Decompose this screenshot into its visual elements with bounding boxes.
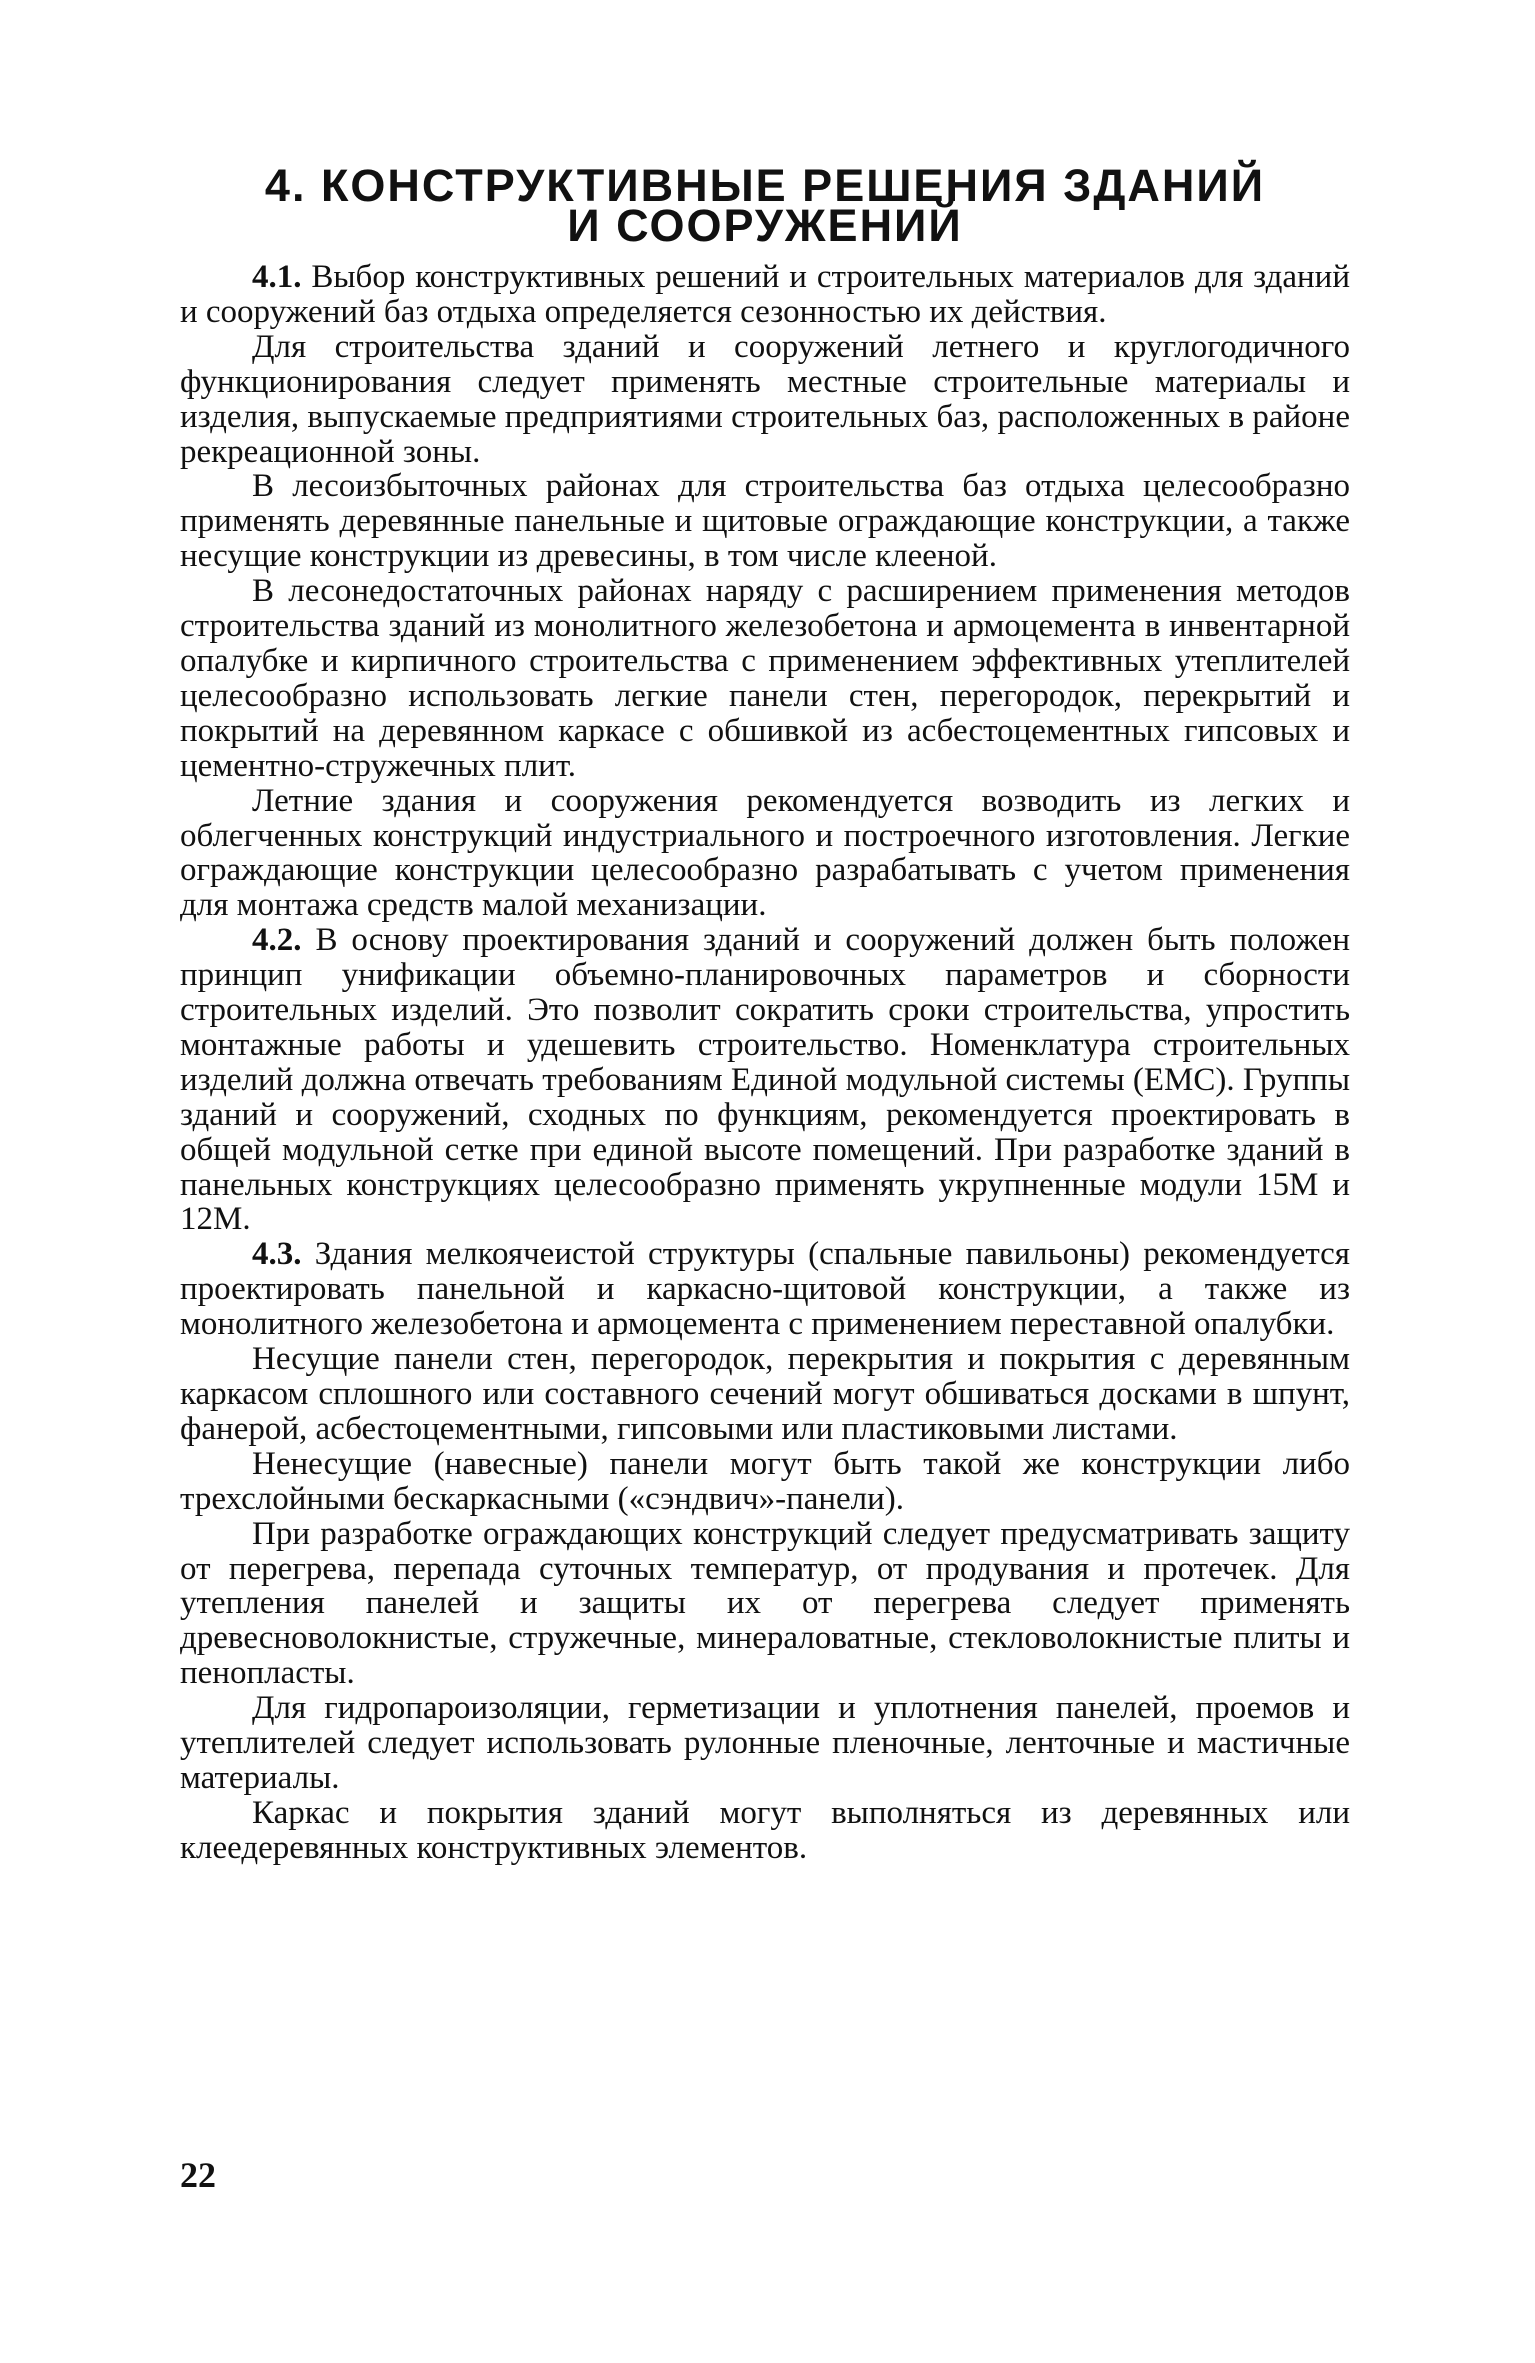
paragraph-4-2 [180, 923, 1350, 1237]
paragraph-text: Для гидропароизоляции, герметизации и уплотнения панелей, проемов и утеплителей следует использовать рулонные пленочные, ленточные и мастичные материалы. [180, 1690, 1350, 1796]
clause-number: 4.3. [252, 1236, 302, 1273]
paragraph [180, 574, 1350, 783]
paragraph-text: Несущие панели стен, перегородок, перекрытия и покрытия с деревянным каркасом сплошного или составного сечений могут обшиваться досками в шпунт, фанерой, асбестоцементными, гипсовыми или пластиковыми листами. [180, 1341, 1350, 1447]
paragraph-text: В лесонедостаточных районах наряду с расширением применения методов строительства зданий из монолитного железобетона и армоцемента в инвентарной опалубке и кирпичного строительства с применением эффективных утеплителей целесообразно использовать легкие панели стен, перегородок, перекрытий и покрытий на деревянном каркасе с обшивкой из асбестоцементных гипсовых и цементно-стружечных плит. [180, 573, 1350, 784]
paragraph-text: Ненесущие (навесные) панели могут быть такой же конструкции либо трехслойными бескаркасными («сэндвич»-панели). [180, 1445, 1350, 1517]
paragraph-text: Для строительства зданий и сооружений летнего и круглогодичного функционирования следует применять местные строительные материалы и изделия, выпускаемые предприятиями строительных баз, расположенных в районе рекреационной зоны. [180, 328, 1350, 470]
paragraph-text: В лесоизбыточных районах для строительства баз отдыха целесообразно применять деревянные панельные и щитовые ограждающие конструкции, а также несущие конструкции из древесины, в том числе клееной. [180, 468, 1350, 575]
body-text [180, 260, 1350, 1866]
paragraph-text: Летние здания и сооружения рекомендуется возводить из легких и облегченных конструкций индустриального и построечного изготовления. Легкие ограждающие конструкции целесообразно разрабатывать с учетом применения для монтажа средств малой механизации. [180, 782, 1350, 924]
paragraph-text: Каркас и покрытия зданий могут выполняться из деревянных или клеедеревянных конструктивных элементов. [180, 1794, 1350, 1866]
paragraph [180, 1796, 1350, 1866]
clause-number: 4.2. [252, 922, 302, 959]
section-heading-line-1: 4. КОНСТРУКТИВНЫЕ РЕШЕНИЯ ЗДАНИЙ [264, 160, 1266, 211]
clause-number: 4.1. [252, 259, 302, 295]
paragraph [180, 469, 1350, 574]
page-number: 22 [180, 2155, 216, 2195]
paragraph-text: Выбор конструктивных решений и строительных материалов для зданий и сооружений баз отдыха определяется сезонностью их действия. [180, 259, 1350, 330]
paragraph [180, 1691, 1350, 1796]
paragraph-text: Здания мелкоячеистой структуры (спальные павильоны) рекомендуется проектировать панельной и каркасно-щитовой конструкции, а также из монолитного железобетона и армоцемента с применением переставной опалубки. [180, 1236, 1350, 1343]
paragraph [180, 1447, 1350, 1517]
paragraph-4-1 [180, 260, 1350, 330]
paragraph-4-3 [180, 1237, 1350, 1342]
paragraph [180, 1342, 1350, 1447]
paragraph [180, 330, 1350, 470]
section-heading-line-2: И СООРУЖЕНИЙ [567, 200, 963, 251]
paragraph [180, 784, 1350, 924]
paragraph-text: В основу проектирования зданий и сооружений должен быть положен принцип унификации объемно-планировочных параметров и сборности строительных изделий. Это позволит сократить сроки строительства, упростить монтажные работы и удешевить строительство. Номенклатура строительных изделий должна отвечать требованиям Единой модульной системы (ЕМС). Группы зданий и сооружений, сходных по функциям, рекомендуется проектировать в общей модульной сетке при единой высоте помещений. При разработке зданий в панельных конструкциях целесообразно применять укрупненные модули 15М и 12М. [180, 922, 1350, 1238]
paragraph [180, 1517, 1350, 1692]
paragraph-text: При разработке ограждающих конструкций следует предусматривать защиту от перегрева, перепада суточных температур, от продувания и протечек. Для утепления панелей и защиты их от перегрева следует применять древесноволокнистые, стружечные, минераловатные, стекловолокнистые плиты и пенопласты. [180, 1515, 1350, 1692]
